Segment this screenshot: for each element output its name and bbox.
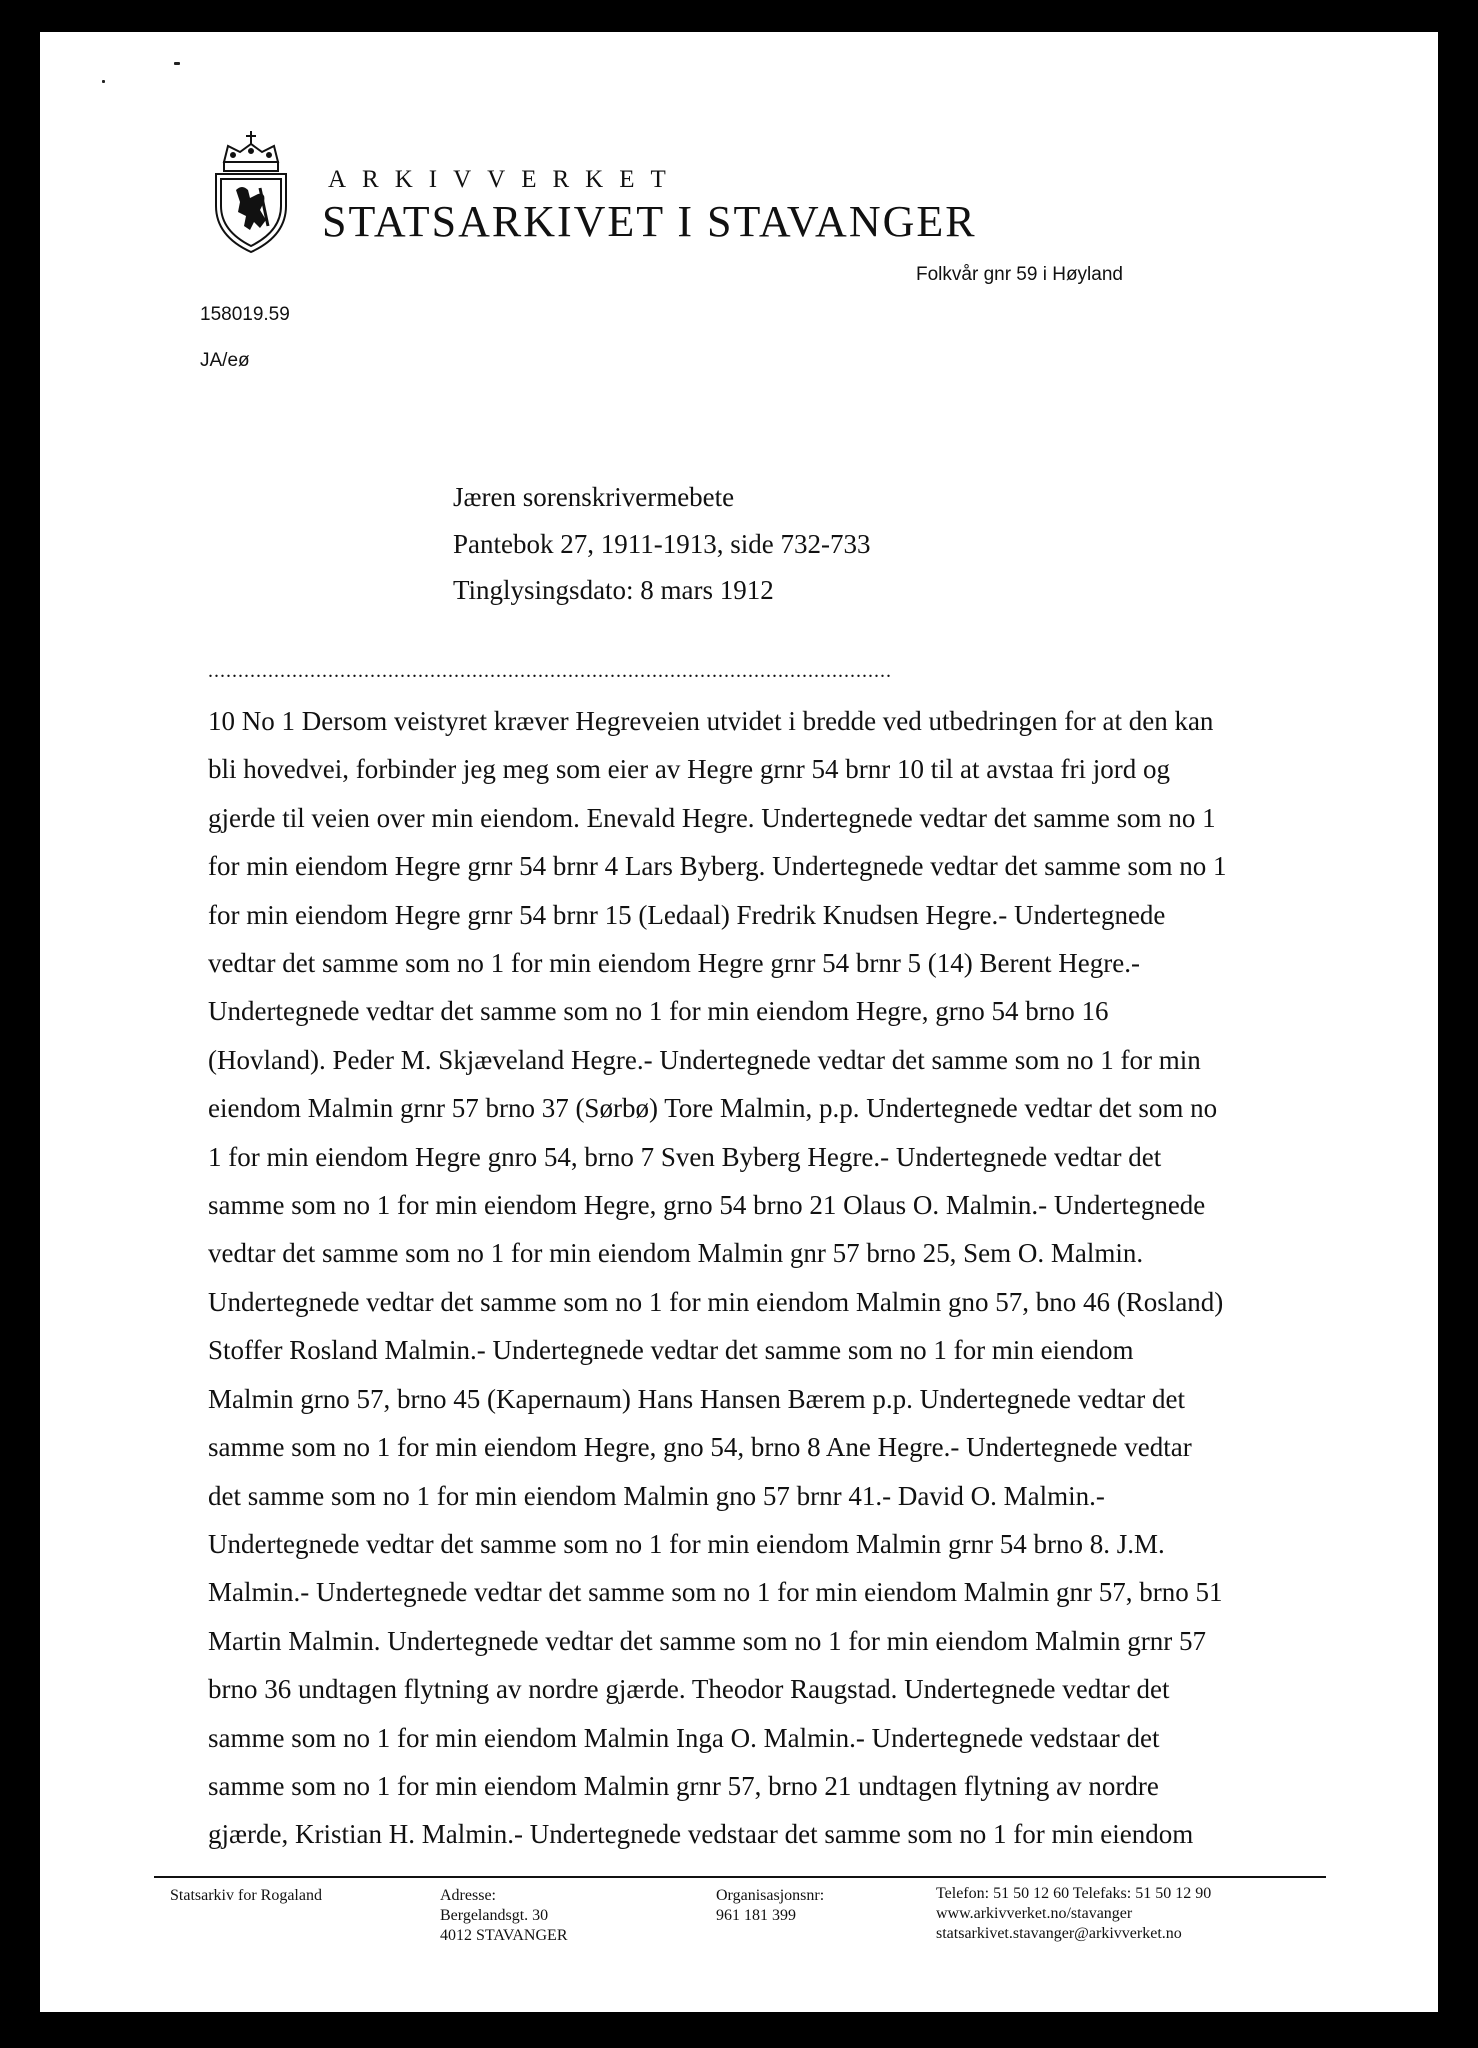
body-line: eiendom Malmin grnr 57 brno 37 (Sørbø) Tore Malmin, p.p. Undertegnede vedtar det som no <box>208 1093 1218 1124</box>
body-line: Undertegnede vedtar det samme som no 1 for min eiendom Malmin gno 57, bno 46 (Rosland) <box>208 1286 1224 1317</box>
body-line: for min eiendom Hegre grnr 54 brnr 15 (Ledaal) Fredrik Knudsen Hegre.- Undertegnede <box>208 899 1166 930</box>
body-line: (Hovland). Peder M. Skjæveland Hegre.- Undertegnede vedtar det samme som no 1 for min <box>208 1044 1201 1075</box>
body-line: Undertegnede vedtar det samme som no 1 for min eiendom Malmin grnr 54 brno 8. J.M. <box>208 1528 1165 1559</box>
norwegian-coat-of-arms-icon <box>210 128 292 254</box>
footer-address-city: 4012 STAVANGER <box>440 1927 568 1944</box>
body-line: samme som no 1 for min eiendom Malmin Inga O. Malmin.- Undertegnede vedstaar det <box>208 1722 1160 1753</box>
court-name: Jæren sorenskrivermebete <box>453 482 735 512</box>
body-line: samme som no 1 for min eiendom Malmin grnr 57, brno 21 undtagen flytning av nordre <box>208 1770 1159 1801</box>
scan-speck <box>102 80 105 83</box>
body-line: 1 for min eiendom Hegre gnro 54, brno 7 Sven Byberg Hegre.- Undertegnede vedtar det <box>208 1141 1162 1172</box>
footer-contact <box>936 1884 1211 1944</box>
footer-orgnr-label: Organisasjonsnr: <box>716 1887 825 1904</box>
footer-website: www.arkivverket.no/stavanger <box>936 1905 1133 1922</box>
scan-speck <box>174 62 180 65</box>
body-line: brno 36 undtagen flytning av nordre gjærde. Theodor Raugstad. Undertegnede vedtar det <box>208 1674 1170 1705</box>
body-line: vedtar det samme som no 1 for min eiendom Hegre grnr 54 brnr 5 (14) Berent Hegre.- <box>208 948 1140 979</box>
author-initials: JA/eø <box>200 350 250 371</box>
footer-address-label: Adresse: <box>440 1887 496 1904</box>
body-line: Malmin.- Undertegnede vedtar det samme som no 1 for min eiendom Malmin gnr 57, brno 51 <box>208 1577 1223 1608</box>
transcription-body <box>208 697 1268 1859</box>
body-line: samme som no 1 for min eiendom Hegre, gno 54, brno 8 Ane Hegre.- Undertegnede vedtar <box>208 1432 1192 1463</box>
dotted-separator: .................................................................................................................. <box>208 660 892 682</box>
institution-label: ARKIVVERKET <box>328 166 682 193</box>
body-line: Malmin grno 57, brno 45 (Kapernaum) Hans Hansen Bærem p.p. Undertegnede vedtar det <box>208 1383 1185 1414</box>
body-line: Martin Malmin. Undertegnede vedtar det samme som no 1 for min eiendom Malmin grnr 57 <box>208 1625 1207 1656</box>
body-line: samme som no 1 for min eiendom Hegre, grno 54 brno 21 Olaus O. Malmin.- Undertegnede <box>208 1190 1206 1221</box>
body-line: for min eiendom Hegre grnr 54 brnr 4 Lars Byberg. Undertegnede vedtar det samme som no 1 <box>208 851 1227 882</box>
body-line: Undertegnede vedtar det samme som no 1 for min eiendom Hegre, grno 54 brno 16 <box>208 996 1109 1027</box>
book-reference: Pantebok 27, 1911-1913, side 732-733 <box>453 529 871 559</box>
subject-line: Folkvår gnr 59 i Høyland <box>916 264 1123 285</box>
footer-email: statsarkivet.stavanger@arkivverket.no <box>936 1925 1182 1942</box>
body-line: gjerde til veien over min eiendom. Enevald Hegre. Undertegnede vedtar det samme som no 1 <box>208 802 1216 833</box>
footer-orgnr <box>716 1886 824 1926</box>
footer-phone-fax: Telefon: 51 50 12 60 Telefaks: 51 50 12 90 <box>936 1885 1212 1902</box>
footer-address-street: Bergelandsgt. 30 <box>440 1907 549 1924</box>
body-line: gjærde, Kristian H. Malmin.- Undertegnede vedstaar det samme som no 1 for min eiendom <box>208 1819 1194 1850</box>
body-line: 10 No 1 Dersom veistyret kræver Hegreveien utvidet i bredde ved utbedringen for at den kan <box>208 706 1214 736</box>
footer-divider <box>154 1876 1326 1878</box>
reference-number: 158019.59 <box>200 304 290 325</box>
institution-title: STATSARKIVET I STAVANGER <box>322 197 977 246</box>
body-line: det samme som no 1 for min eiendom Malmin gno 57 brnr 41.- David O. Malmin.- <box>208 1480 1105 1511</box>
footer-orgnr-value: 961 181 399 <box>716 1907 796 1924</box>
footer-org <box>170 1886 322 1906</box>
body-line: bli hovedvei, forbinder jeg meg som eier av Hegre grnr 54 brnr 10 til at avstaa fri jord og <box>208 754 1170 785</box>
body-line: vedtar det samme som no 1 for min eiendom Malmin gnr 57 brno 25, Sem O. Malmin. <box>208 1238 1144 1269</box>
footer-address <box>440 1886 567 1946</box>
document-page <box>40 32 1438 2012</box>
body-line: Stoffer Rosland Malmin.- Undertegnede vedtar det samme som no 1 for min eiendom <box>208 1335 1134 1366</box>
registration-date: Tinglysingsdato: 8 mars 1912 <box>453 575 774 605</box>
footer-org-name: Statsarkiv for Rogaland <box>170 1887 322 1904</box>
